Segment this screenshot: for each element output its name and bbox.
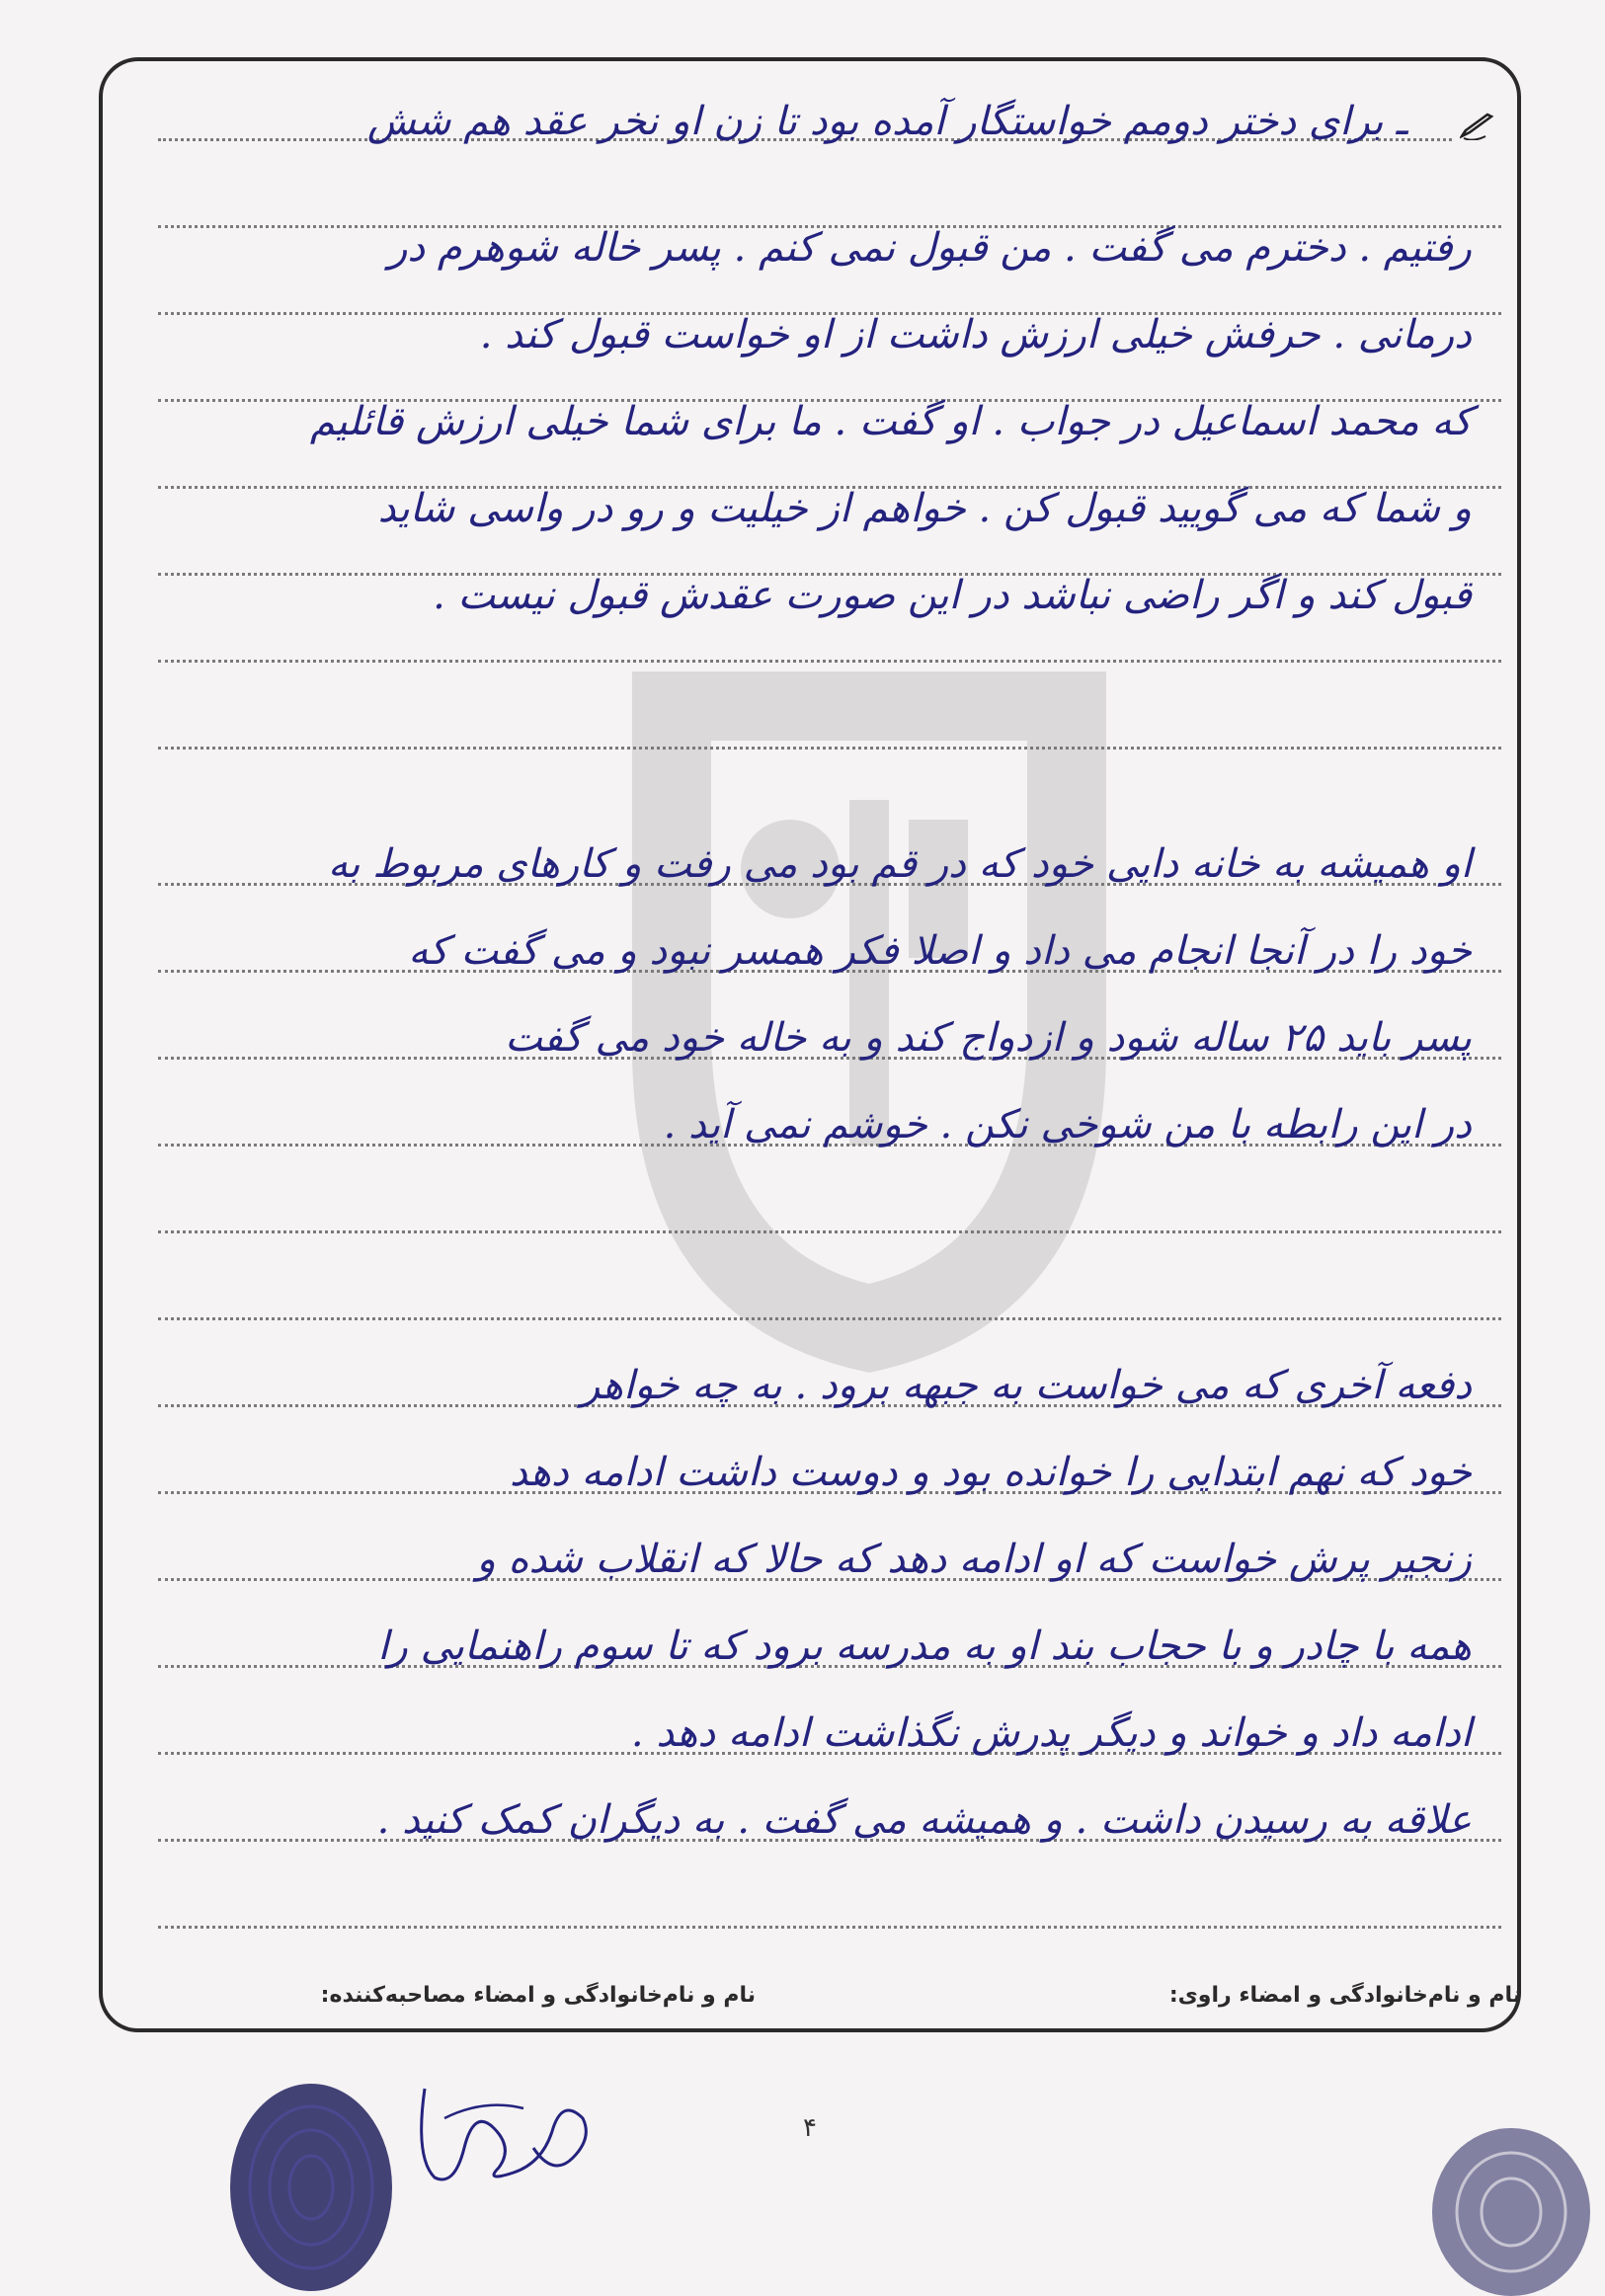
thumbprint: [212, 2064, 410, 2296]
handwritten-line: ـ برای دختر دومم خواستگار آمده بود تا زن او نخر عقد هم شش: [366, 99, 1407, 144]
dotted-line: [158, 660, 1501, 663]
handwritten-line: خود را در آنجا انجام می داد و اصلا فکر همسر نبود و می گفت که: [408, 928, 1472, 974]
handwritten-line: همه با چادر و با حجاب بند او به مدرسه برود که تا سوم راهنمایی را: [377, 1623, 1472, 1669]
handwritten-line: زنجیر پرش خواست که او ادامه دهد که حالا که انقلاب شده و: [476, 1537, 1472, 1582]
handwritten-line: دفعه آخری که می خواست به جبهه برود . به چه خواهر: [580, 1363, 1472, 1408]
page-number: ۴: [803, 2113, 817, 2143]
handwritten-line: درمانی . حرفش خیلی ارزش داشت از او خواست قبول کند .: [479, 312, 1472, 357]
handwritten-line: پسر باید ۲۵ ساله شود و ازدواج کند و به خاله خود می گفت: [505, 1015, 1472, 1061]
pen-icon: [1460, 113, 1495, 140]
dotted-line: [158, 1230, 1501, 1233]
narrator-signature-label: نام و نام‌خانوادگی و امضاء راوی:: [1168, 1983, 1521, 2008]
handwritten-line: و شما که می گویید قبول کن . خواهم از خیلیت و رو در واسی شاید: [377, 486, 1472, 531]
handwritten-line: ادامه داد و خواند و دیگر پدرش نگذاشت ادامه دهد .: [630, 1710, 1472, 1756]
dotted-line: [158, 1926, 1501, 1929]
handwritten-line: خود که نهم ابتدایی را خوانده بود و دوست داشت ادامه دهد: [509, 1450, 1472, 1495]
thumbprint: [1403, 2074, 1605, 2296]
dotted-line: [158, 747, 1501, 750]
handwritten-line: که محمد اسماعیل در جواب . او گفت . ما برای شما خیلی ارزش قائلیم: [309, 399, 1472, 444]
handwritten-line: قبول کند و اگر راضی نباشد در این صورت عقدش قبول نیست .: [433, 573, 1472, 618]
handwritten-line: رفتیم . دخترم می گفت . من قبول نمی کنم . پسر خاله شوهرم در: [388, 225, 1472, 271]
interviewer-signature-label: نام و نام‌خانوادگی و امضاء مصاحبه‌کننده:: [320, 1983, 756, 2008]
handwritten-line: او همیشه به خانه دایی خود که در قم بود می رفت و کارهای مربوط به: [327, 841, 1472, 887]
dotted-line: [158, 1317, 1501, 1320]
signature: [405, 2069, 602, 2197]
handwritten-line: علاقه به رسیدن داشت . و همیشه می گفت . به دیگران کمک کنید .: [376, 1797, 1472, 1843]
handwritten-line: در این رابطه با من شوخی نکن . خوشم نمی آید .: [663, 1102, 1472, 1148]
